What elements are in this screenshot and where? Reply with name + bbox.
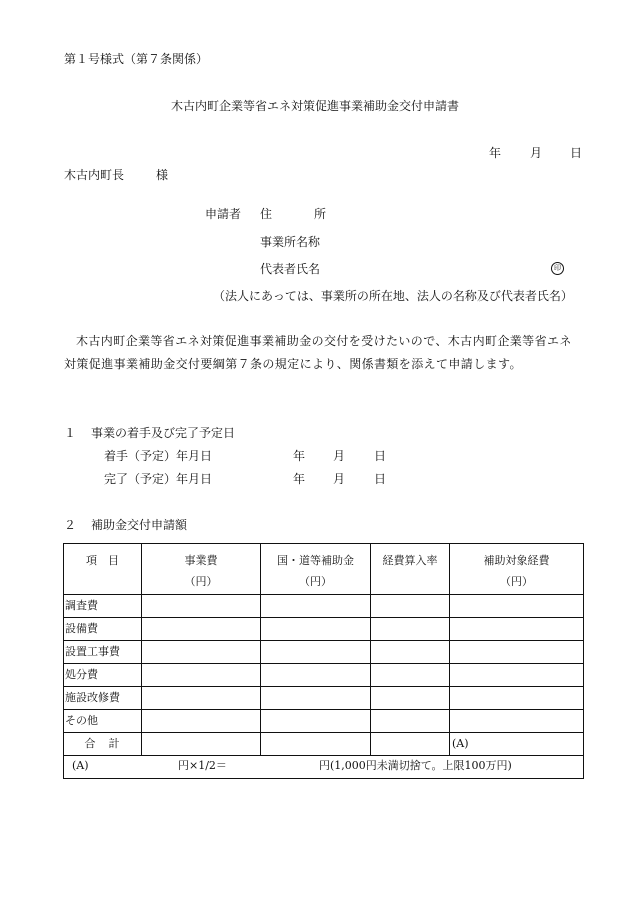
row-label: 設置工事費 bbox=[64, 641, 142, 664]
header-project-cost: 事業費 （円） bbox=[142, 544, 261, 595]
project-cost-cell[interactable] bbox=[142, 641, 261, 664]
subsidy-application-table bbox=[63, 543, 584, 779]
inclusion-rate-cell[interactable] bbox=[371, 710, 450, 733]
inclusion-rate-cell[interactable] bbox=[371, 641, 450, 664]
eligible-cost-cell[interactable] bbox=[450, 595, 584, 618]
address-label-part2: 所 bbox=[314, 207, 327, 221]
header-item: 項 目 bbox=[64, 544, 142, 595]
table-row bbox=[64, 664, 584, 687]
other-subsidy-cell[interactable] bbox=[261, 641, 371, 664]
row-label: 調査費 bbox=[64, 595, 142, 618]
table-row bbox=[64, 618, 584, 641]
total-eligible-cost-cell[interactable] bbox=[450, 733, 584, 756]
total-row bbox=[64, 733, 584, 756]
addressee-name: 木古内町長 bbox=[64, 168, 125, 182]
seal-mark: 印 bbox=[551, 262, 564, 275]
eligible-cost-cell[interactable] bbox=[450, 618, 584, 641]
start-date-label: 着手（予定）年月日 bbox=[104, 449, 213, 463]
eligible-cost-cell[interactable] bbox=[450, 664, 584, 687]
formula-result: 円(1,000円未満切捨て。上限100万円) bbox=[319, 759, 512, 772]
addressee-honorific: 様 bbox=[156, 168, 169, 182]
eligible-cost-cell[interactable] bbox=[450, 641, 584, 664]
section2-number: ２ bbox=[64, 518, 77, 532]
other-subsidy-cell[interactable] bbox=[261, 687, 371, 710]
completion-year-label: 年 bbox=[293, 472, 306, 486]
date-day-label: 日 bbox=[570, 146, 583, 160]
address-label-part1: 住 bbox=[260, 207, 273, 221]
header-other-subsidy: 国・道等補助金 （円） bbox=[261, 544, 371, 595]
formula-calculation: 円×1/2＝ bbox=[178, 759, 227, 772]
inclusion-rate-cell[interactable] bbox=[371, 618, 450, 641]
completion-month-label: 月 bbox=[333, 472, 346, 486]
formula-row bbox=[64, 756, 584, 779]
section1-number: １ bbox=[64, 426, 77, 440]
document-title: 木古内町企業等省エネ対策促進事業補助金交付申請書 bbox=[170, 99, 459, 113]
date-month-label: 月 bbox=[530, 146, 543, 160]
row-label: 設備費 bbox=[64, 618, 142, 641]
application-statement: 木古内町企業等省エネ対策促進事業補助金の交付を受けたいので、木古内町企業等省エネ対策促進事業補助金交付要綱第７条の規定により、関係書類を添えて申請します。 bbox=[64, 334, 572, 371]
row-label: 処分費 bbox=[64, 664, 142, 687]
inclusion-rate-cell[interactable] bbox=[371, 664, 450, 687]
start-day-label: 日 bbox=[374, 449, 387, 463]
eligible-cost-cell[interactable] bbox=[450, 687, 584, 710]
project-cost-cell[interactable] bbox=[142, 618, 261, 641]
applicant-heading: 申請者 bbox=[205, 207, 242, 221]
inclusion-rate-cell[interactable] bbox=[371, 595, 450, 618]
eligible-cost-cell[interactable] bbox=[450, 710, 584, 733]
table-row bbox=[64, 595, 584, 618]
total-inclusion-rate-cell[interactable] bbox=[371, 733, 450, 756]
other-subsidy-cell[interactable] bbox=[261, 618, 371, 641]
date-year-label: 年 bbox=[489, 146, 502, 160]
section2-heading: 補助金交付申請額 bbox=[91, 518, 188, 532]
table-row bbox=[64, 710, 584, 733]
start-year-label: 年 bbox=[293, 449, 306, 463]
total-label: 合 計 bbox=[64, 733, 142, 756]
project-cost-cell[interactable] bbox=[142, 664, 261, 687]
table-row bbox=[64, 687, 584, 710]
office-name-label: 事業所名称 bbox=[260, 235, 321, 249]
table-row bbox=[64, 641, 584, 664]
project-cost-cell[interactable] bbox=[142, 687, 261, 710]
header-eligible-cost: 補助対象経費 （円） bbox=[450, 544, 584, 595]
other-subsidy-cell[interactable] bbox=[261, 710, 371, 733]
completion-date-label: 完了（予定）年月日 bbox=[104, 472, 213, 486]
representative-name-label: 代表者氏名 bbox=[260, 262, 321, 276]
formula-cell bbox=[64, 756, 584, 779]
formula-marker: (A) bbox=[72, 759, 89, 772]
completion-day-label: 日 bbox=[374, 472, 387, 486]
other-subsidy-cell[interactable] bbox=[261, 664, 371, 687]
total-project-cost-cell[interactable] bbox=[142, 733, 261, 756]
project-cost-cell[interactable] bbox=[142, 595, 261, 618]
total-other-subsidy-cell[interactable] bbox=[261, 733, 371, 756]
total-marker: (A) bbox=[452, 737, 469, 750]
project-cost-cell[interactable] bbox=[142, 710, 261, 733]
header-cost-inclusion-rate: 経費算入率 bbox=[371, 544, 450, 595]
row-label: その他 bbox=[64, 710, 142, 733]
form-number: 第１号様式（第７条関係） bbox=[64, 52, 209, 66]
section1-heading: 事業の着手及び完了予定日 bbox=[91, 426, 236, 440]
start-month-label: 月 bbox=[333, 449, 346, 463]
row-label: 施設改修費 bbox=[64, 687, 142, 710]
applicant-note: （法人にあっては、事業所の所在地、法人の名称及び代表者氏名） bbox=[213, 289, 573, 303]
other-subsidy-cell[interactable] bbox=[261, 595, 371, 618]
inclusion-rate-cell[interactable] bbox=[371, 687, 450, 710]
table-header-row bbox=[64, 544, 584, 595]
